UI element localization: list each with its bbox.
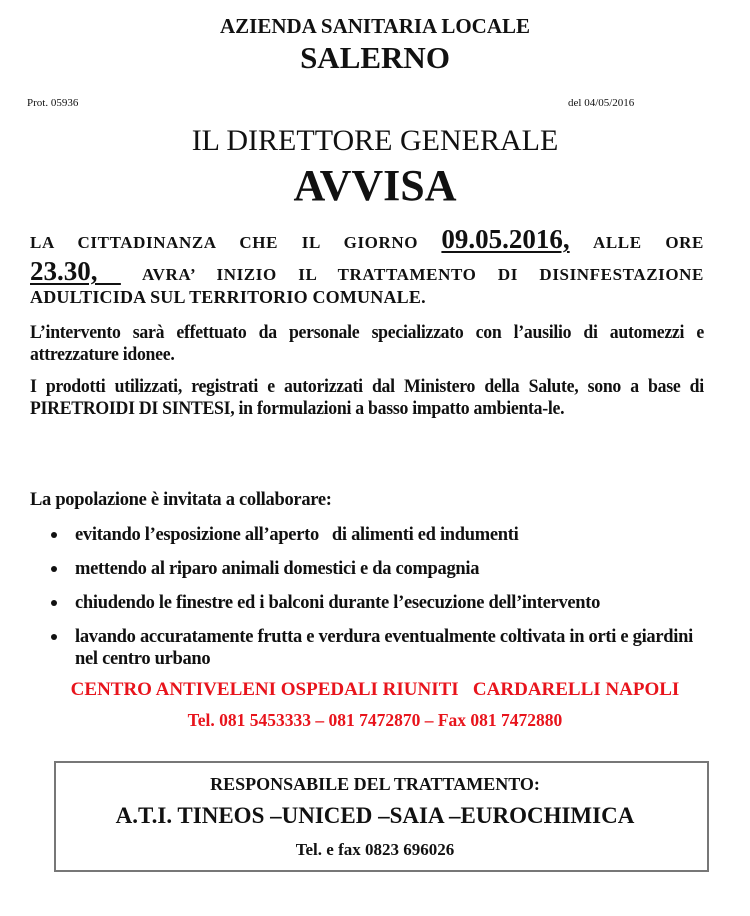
list-item xyxy=(45,524,710,546)
list-item xyxy=(45,626,710,670)
announcement-text-c: AVRA’ INIZIO IL TRATTAMENTO DI DISINFESTAZIONE xyxy=(141,265,705,284)
responsible-company: A.T.I. TINEOS –UNICED –SAIA –EUROCHIMICA xyxy=(115,803,635,828)
announcement-text-b: ALLE ORE xyxy=(592,233,704,252)
city-name: SALERNO xyxy=(300,40,450,75)
bullet-icon xyxy=(51,532,57,538)
org-name: AZIENDA SANITARIA LOCALE xyxy=(219,14,531,38)
list-item-text: chiudendo le finestre ed i balconi durante l’esecuzione dell’intervento xyxy=(75,593,601,613)
list-item xyxy=(45,592,710,614)
collaborate-intro: La popolazione è invitata a collaborare: xyxy=(30,490,332,510)
announcement-text-a: LA CITTADINANZA CHE IL GIORNO xyxy=(30,233,419,252)
recommendations-list xyxy=(45,524,710,682)
treatment-time: 23.30, xyxy=(30,256,121,286)
list-item xyxy=(45,558,710,580)
announcement-line-3: ADULTICIDA SUL TERRITORIO COMUNALE. xyxy=(30,287,426,307)
treatment-date: 09.05.2016, xyxy=(441,224,570,254)
poison-center-phones: Tel. 081 5453333 – 081 7472870 – Fax 081 7472880 xyxy=(187,710,563,730)
notice-title: AVVISA xyxy=(293,161,457,210)
document-date: del 04/05/2016 xyxy=(568,97,635,109)
poison-center-name: CENTRO ANTIVELENI OSPEDALI RIUNITI CARDARELLI NAPOLI xyxy=(70,679,680,700)
announcement-line-1 xyxy=(30,225,704,257)
bullet-icon xyxy=(51,566,57,572)
responsible-contact: Tel. e fax 0823 696026 xyxy=(295,840,455,859)
responsible-label: RESPONSABILE DEL TRATTAMENTO: xyxy=(210,774,540,794)
bullet-icon xyxy=(51,634,57,640)
director-heading: IL DIRETTORE GENERALE xyxy=(191,124,559,157)
list-item-text: lavando accuratamente frutta e verdura eventualmente coltivata in orti e giardini nel centro urbano xyxy=(75,627,693,669)
protocol-number: Prot. 05936 xyxy=(27,97,79,109)
bullet-icon xyxy=(51,600,57,606)
paragraph-intervention xyxy=(30,322,704,366)
paragraph-intervention-text: L’intervento sarà effettuato da personale specializzato con l’ausilio di automezzi e attrezzature idonee. xyxy=(30,323,704,365)
announcement-line-2 xyxy=(30,256,704,290)
paragraph-products-text: I prodotti utilizzati, registrati e autorizzati dal Ministero della Salute, sono a base di PIRETROIDI DI SINTESI, in formulazioni a basso impatto ambienta-le. xyxy=(30,377,704,419)
list-item-text: mettendo al riparo animali domestici e da compagnia xyxy=(75,559,480,579)
paragraph-products xyxy=(30,376,704,420)
list-item-text: evitando l’esposizione all’aperto di alimenti ed indumenti xyxy=(75,525,519,545)
